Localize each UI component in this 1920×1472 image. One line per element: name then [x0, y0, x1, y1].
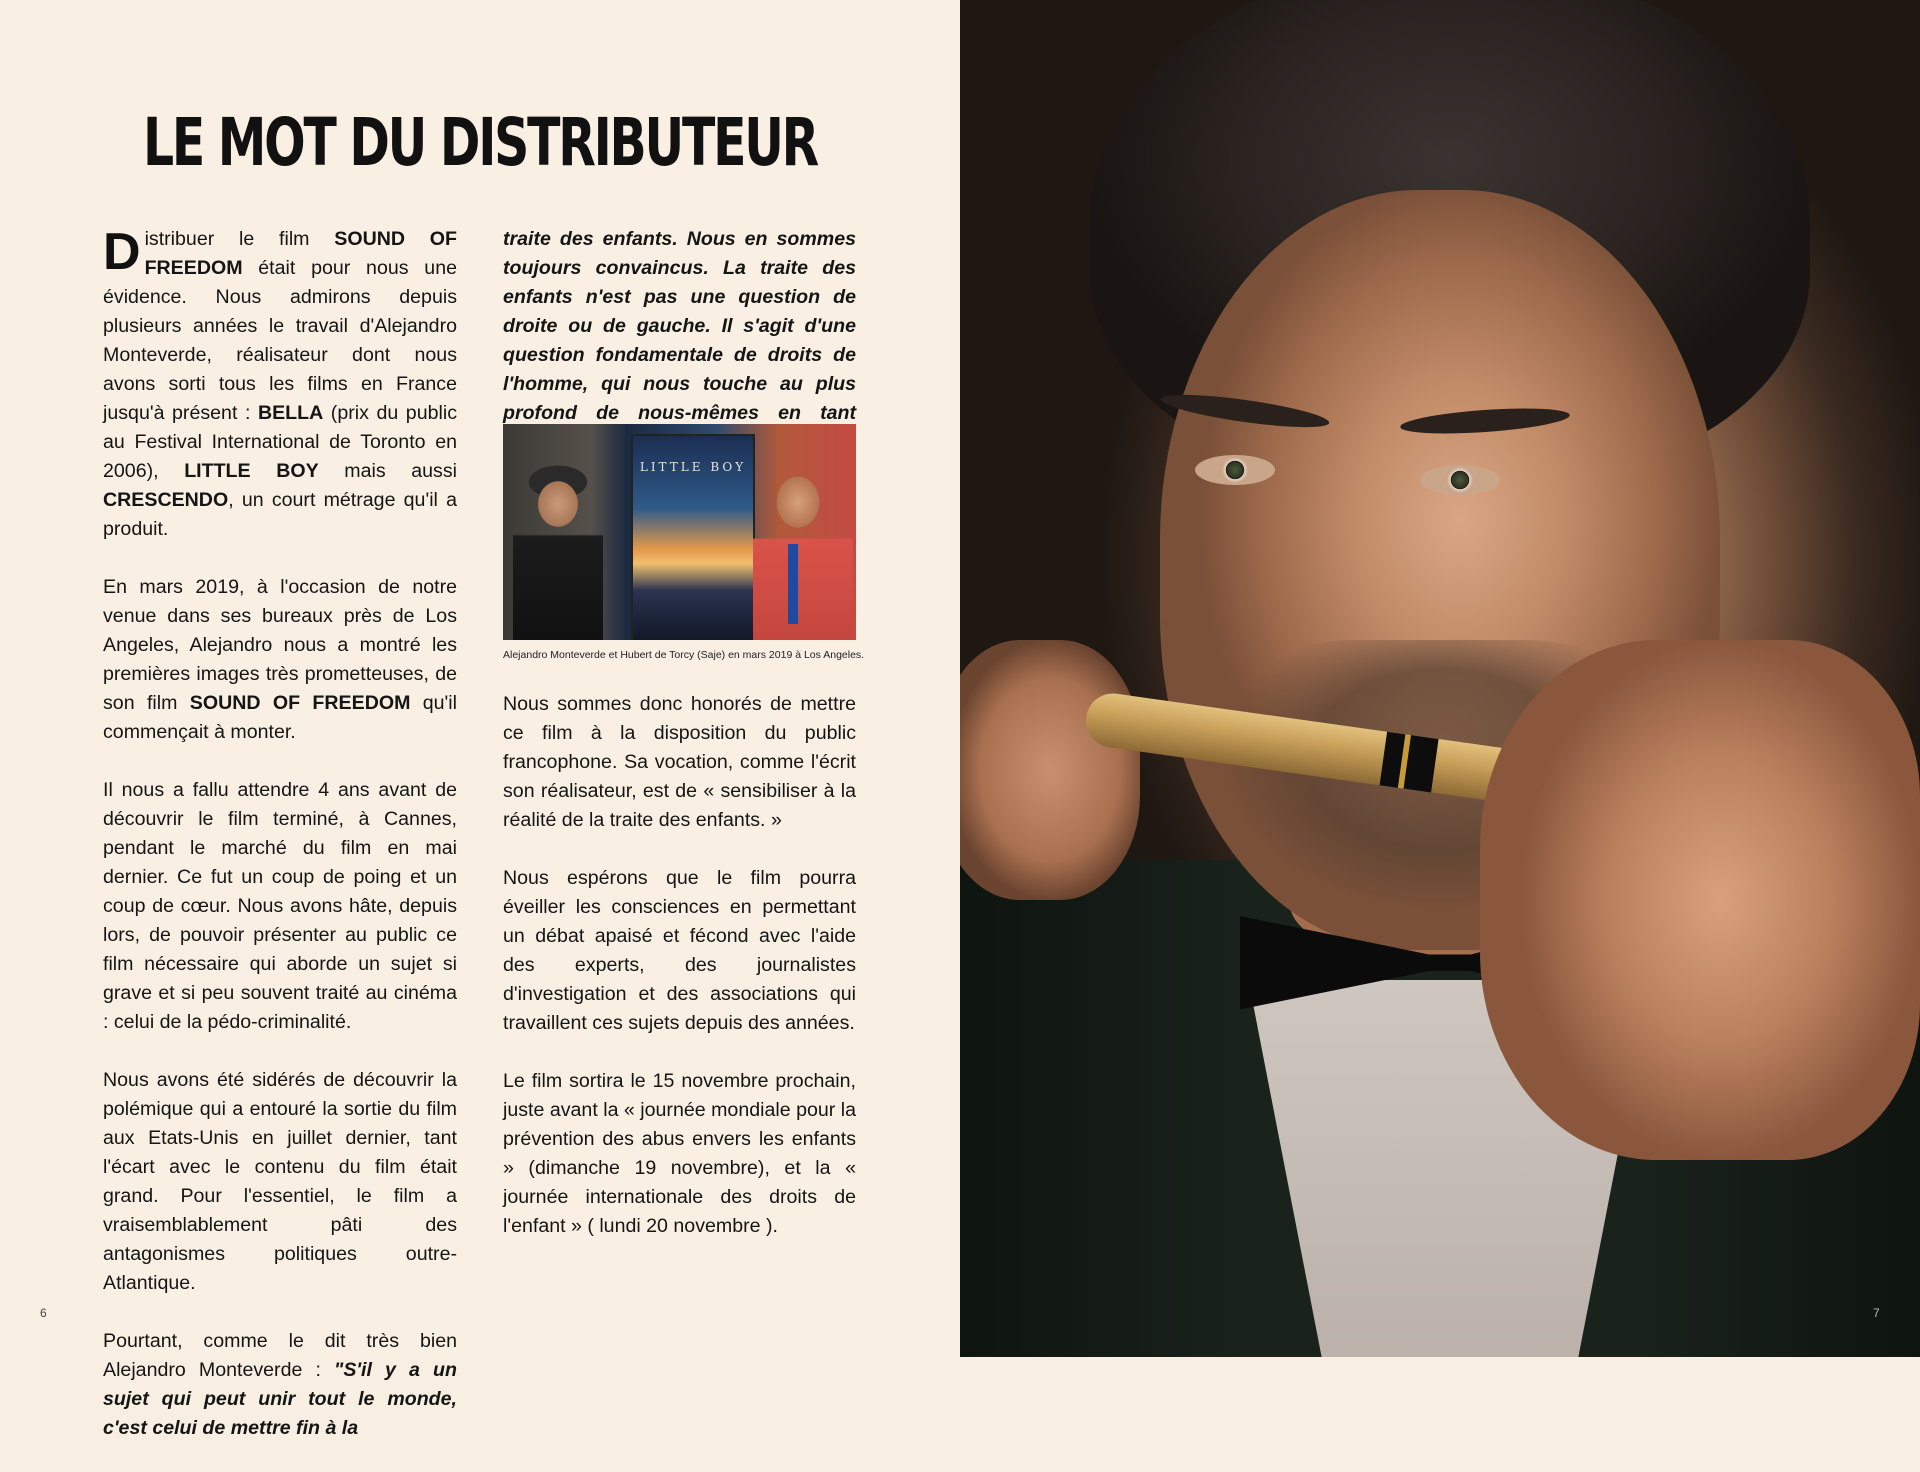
film-title-bold: CRESCENDO: [103, 489, 229, 511]
text-run: qu'il commençait à monter.: [103, 692, 457, 743]
right-eye: [1420, 465, 1500, 495]
paragraph-b4: Le film sortira le 15 novembre prochain, juste avant la « journée mondiale pour la prévention des abus envers les enfants » (dimanche 19 novembre), et la « journée internationale des droits de l'enfant » ( lundi 20 novembre ).: [503, 1070, 856, 1237]
text-run: En mars 2019, à l'occasion de notre venue dans ses bureaux près de Los Angeles, Alejandro nous a montré les premières images très prometteuses, de son film: [103, 576, 457, 714]
left-eye: [1195, 455, 1275, 485]
paragraph-4: Nous avons été sidérés de découvrir la polémique qui a entouré la sortie du film aux Etats-Unis en juillet dernier, tant l'écart avec le contenu du film était grand. Pour l'essentiel, le film a vraisemblablement pâti des antagonismes politiques outre-Atlantique.: [103, 1069, 457, 1294]
cigar-band: [1380, 732, 1439, 793]
paragraph-b2: Nous sommes donc honorés de mettre ce film à la disposition du public francophone. Sa vocation, comme l'écrit son réalisateur, est de « sensibiliser à la réalité de la traite des enfants. »: [503, 693, 856, 831]
paragraph-5: [103, 1327, 457, 1443]
movie-poster: [631, 434, 755, 640]
paragraph-1: [103, 225, 457, 544]
text-run: était pour nous une évidence. Nous admirons depuis plusieurs années le travail d'Alejandro Monteverde, réalisateur dont nous avons sorti tous les films en France jusqu'à présent :: [103, 257, 457, 424]
poster-title: LITTLE BOY: [639, 460, 747, 474]
person-left-figure: [513, 464, 603, 640]
right-hand: [1480, 640, 1920, 1160]
person-right-figure: [753, 454, 853, 640]
paragraph-2: [103, 573, 457, 747]
page-title: LE MOT DU DISTRIBUTEUR: [142, 104, 818, 181]
quote-continuation: traite des enfants. Nous en sommes toujours convaincus. La traite des enfants n'est pas une question de droite ou de gauche. Il s'agit d'une question fondamentale de droits de l'homme, qui nous touche au plus profond de nous-mêmes en tant: [503, 228, 856, 424]
right-page-portrait: [960, 0, 1920, 1357]
drop-cap: D: [103, 223, 141, 281]
text-run: mais aussi: [318, 460, 457, 482]
left-page: [0, 0, 960, 1439]
page-number-left: 6: [40, 1306, 47, 1320]
text-run: istribuer le film: [144, 228, 335, 250]
text-column-left: [103, 225, 457, 1472]
photo-caption: Alejandro Monteverde et Hubert de Torcy (Saje) en mars 2019 à Los Angeles.: [503, 649, 865, 661]
left-hand: [960, 640, 1140, 900]
film-title-bold: SOUND OF FREEDOM: [144, 228, 457, 279]
quote-text: "S'il y a un sujet qui peut unir tout le monde, c'est celui de mettre fin à la: [103, 1359, 457, 1439]
text-run: Pourtant, comme le dit très bien Alejandro Monteverde :: [103, 1330, 457, 1381]
paragraph-3: Il nous a fallu attendre 4 ans avant de découvrir le film terminé, à Cannes, pendant le marché du film en mai dernier. Ce fut un coup de poing et un coup de cœur. Nous avons hâte, depuis lors, de pouvoir présenter au public ce film nécessaire qui aborde un sujet si grave et si peu souvent traité au cinéma : celui de la pédo-criminalité.: [103, 779, 457, 1033]
text-column-right-lower: [503, 690, 856, 1270]
text-run: , un court métrage qu'il a produit.: [103, 489, 457, 540]
film-title-bold: BELLA: [257, 402, 324, 424]
event-photo: [503, 424, 856, 640]
page-number-right: 7: [1873, 1306, 1880, 1320]
lanyard: [788, 544, 798, 624]
film-title-bold: SOUND OF FREEDOM: [189, 692, 411, 714]
film-title-bold: LITTLE BOY: [184, 460, 319, 482]
paragraph-b3: Nous espérons que le film pourra éveiller les consciences en permettant un débat apaisé et fécond avec l'aide des experts, des journalistes d'investigation et des associations qui travaillent ces sujets depuis des années.: [503, 867, 856, 1034]
text-run: (prix du public au Festival International de Toronto en 2006),: [103, 402, 457, 482]
